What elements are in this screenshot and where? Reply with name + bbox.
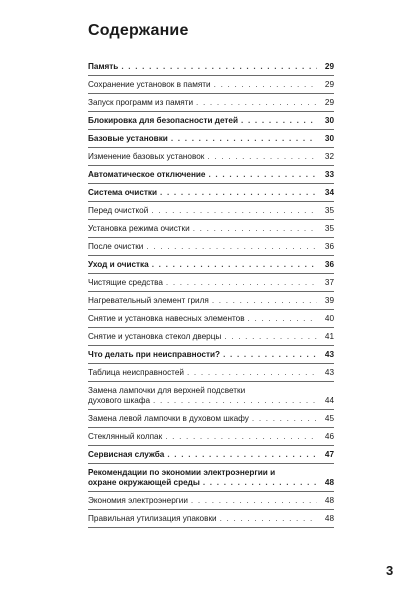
dot-leader — [224, 332, 317, 342]
toc-entry — [88, 148, 334, 166]
toc-entry-page: 35 — [324, 224, 334, 233]
toc-entry-title: духового шкафа — [88, 396, 151, 405]
toc-entry-title: Установка режима очистки — [88, 224, 190, 233]
toc-entry-title: Чистящие средства — [88, 278, 163, 287]
toc-entry — [88, 274, 334, 292]
toc-entry-page: 48 — [324, 496, 334, 505]
toc-entry-title: Таблица неисправностей — [88, 368, 184, 377]
dot-leader — [193, 224, 317, 234]
toc-entry-title: Запуск программ из памяти — [88, 98, 194, 107]
dot-leader — [241, 116, 317, 126]
toc-entry — [88, 410, 334, 428]
dot-leader — [167, 450, 317, 460]
dot-leader — [220, 514, 317, 524]
dot-leader — [196, 98, 317, 108]
toc-entry — [88, 382, 334, 410]
toc-entry — [88, 94, 334, 112]
toc-entry-page: 36 — [324, 242, 334, 251]
toc-entry-page: 48 — [324, 514, 334, 523]
toc-entry-page: 41 — [324, 332, 334, 341]
page-title: Содержание — [88, 22, 189, 39]
toc-entry-title: Экономия электроэнергии — [88, 496, 188, 505]
toc-entry-title: Сервисная служба — [88, 450, 165, 459]
dot-leader — [151, 206, 317, 216]
dot-leader — [214, 80, 317, 90]
toc-entry-title: Сохранение установок в памяти — [88, 80, 211, 89]
toc-entry — [88, 76, 334, 94]
toc-entry-title: Правильная утилизация упаковки — [88, 514, 217, 523]
toc-entry-page: 30 — [324, 116, 334, 125]
toc-entry — [88, 220, 334, 238]
toc-entry-title: После очистки — [88, 242, 144, 251]
dot-leader — [203, 478, 317, 488]
dot-leader — [207, 152, 317, 162]
toc-entry-page: 37 — [324, 278, 334, 287]
toc-entry-page: 29 — [324, 80, 334, 89]
dot-leader — [153, 396, 317, 406]
toc-entry-title: Память — [88, 62, 119, 71]
dot-leader — [212, 296, 317, 306]
toc-entry — [88, 328, 334, 346]
dot-leader — [223, 350, 317, 360]
toc-entry-title: Нагревательный элемент гриля — [88, 296, 209, 305]
toc-entry-title: охране окружающей среды — [88, 478, 200, 487]
toc-entry-title: Снятие и установка навесных элементов — [88, 314, 245, 323]
toc-entry-title: Блокировка для безопасности детей — [88, 116, 239, 125]
dot-leader — [165, 432, 317, 442]
toc-entry-page: 45 — [324, 414, 334, 423]
toc-entry — [88, 112, 334, 130]
toc-entry-page: 44 — [324, 396, 334, 405]
toc-entry-title-first-line: Замена лампочки для верхней подсветки — [88, 386, 246, 395]
toc-entry — [88, 202, 334, 220]
dot-leader — [166, 278, 317, 288]
dot-leader — [208, 170, 317, 180]
toc-entry-page: 46 — [324, 432, 334, 441]
dot-leader — [160, 188, 317, 198]
page-number: 3 — [386, 563, 394, 578]
toc-entry — [88, 166, 334, 184]
toc-entry-title: Изменение базовых установок — [88, 152, 205, 161]
toc-entry-title: Автоматическое отключение — [88, 170, 206, 179]
toc-entry-page: 36 — [324, 260, 334, 269]
toc-entry — [88, 310, 334, 328]
toc-entry-title: Перед очисткой — [88, 206, 149, 215]
dot-leader — [248, 314, 317, 324]
toc-entry-page: 35 — [324, 206, 334, 215]
toc-entry-title: Что делать при неисправности? — [88, 350, 221, 359]
toc-entry — [88, 492, 334, 510]
dot-leader — [187, 368, 317, 378]
toc-entry — [88, 464, 334, 492]
toc-entry — [88, 130, 334, 148]
toc-entry — [88, 364, 334, 382]
dot-leader — [146, 242, 317, 252]
toc-entry — [88, 428, 334, 446]
toc-entry — [88, 256, 334, 274]
toc-entry — [88, 184, 334, 202]
dot-leader — [171, 134, 317, 144]
toc-entry-title: Снятие и установка стекол дверцы — [88, 332, 222, 341]
toc-entry — [88, 346, 334, 364]
toc-entry-page: 34 — [324, 188, 334, 197]
dot-leader — [191, 496, 317, 506]
toc-entry-page: 33 — [324, 170, 334, 179]
toc-entry-page: 43 — [324, 350, 334, 359]
toc-entry — [88, 510, 334, 528]
toc-entry — [88, 292, 334, 310]
toc-entry-title: Базовые установки — [88, 134, 168, 143]
toc-entry-title: Система очистки — [88, 188, 158, 197]
toc-entry-page: 39 — [324, 296, 334, 305]
toc-entry-title-first-line: Рекомендации по экономии электроэнергии и — [88, 468, 276, 477]
toc-entry-page: 32 — [324, 152, 334, 161]
toc-entry-title: Замена левой лампочки в духовом шкафу — [88, 414, 249, 423]
toc-entry-page: 43 — [324, 368, 334, 377]
toc-entry — [88, 238, 334, 256]
toc-entry-title: Стеклянный колпак — [88, 432, 163, 441]
table-of-contents — [88, 58, 334, 528]
toc-entry-page: 47 — [324, 450, 334, 459]
dot-leader — [252, 414, 317, 424]
toc-entry-page: 29 — [324, 98, 334, 107]
dot-leader — [121, 62, 317, 72]
toc-entry-page: 29 — [324, 62, 334, 71]
toc-entry-page: 40 — [324, 314, 334, 323]
dot-leader — [152, 260, 317, 270]
toc-entry-page: 48 — [324, 478, 334, 487]
toc-entry-title: Уход и очистка — [88, 260, 149, 269]
toc-entry — [88, 58, 334, 76]
toc-entry-page: 30 — [324, 134, 334, 143]
toc-entry — [88, 446, 334, 464]
